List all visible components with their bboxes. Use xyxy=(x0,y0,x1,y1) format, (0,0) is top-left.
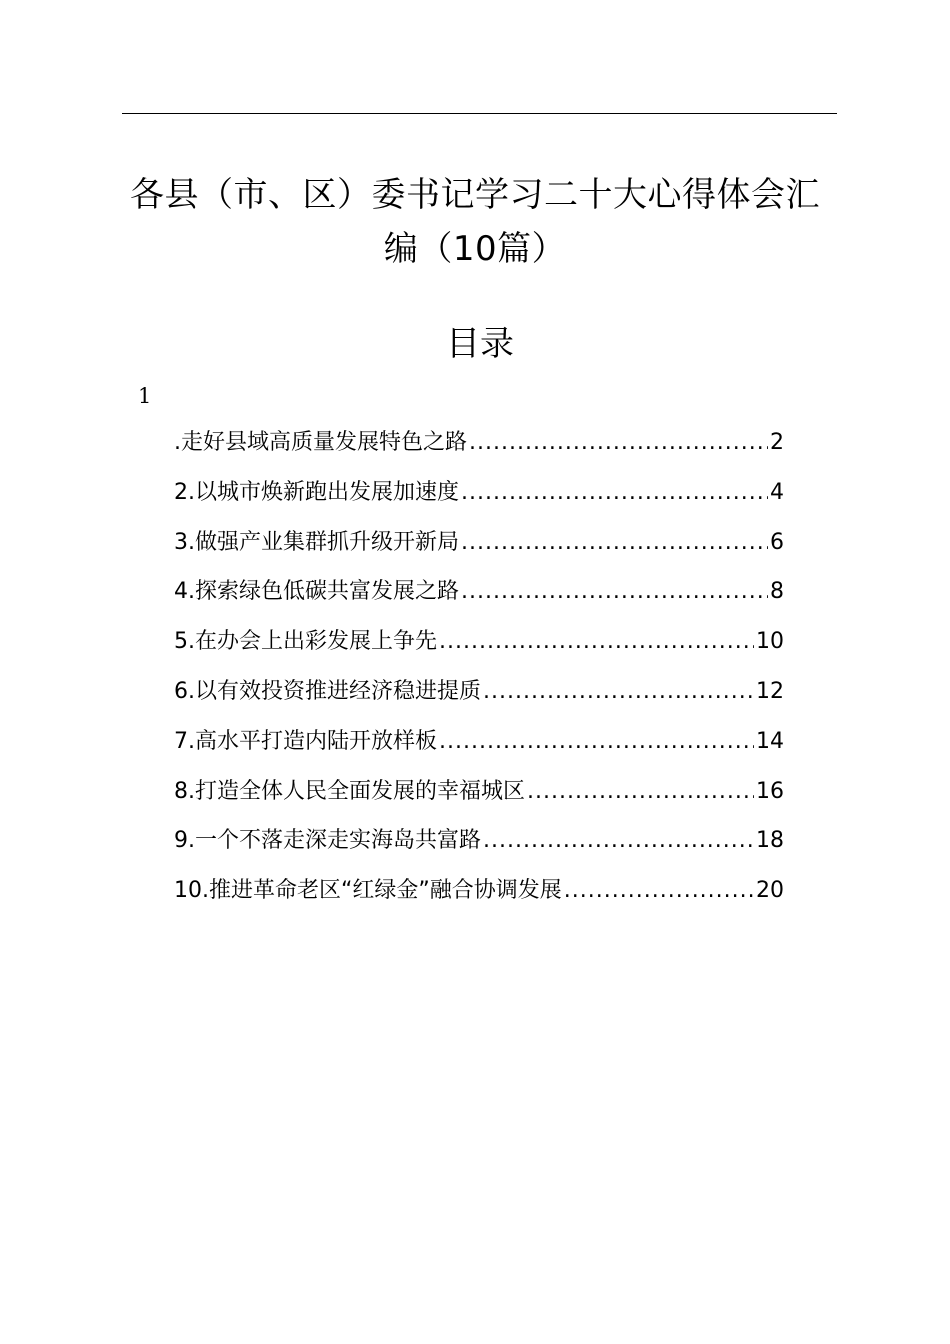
toc-entry-title: 5.在办会上出彩发展上争先 xyxy=(174,629,437,655)
toc-page-number: 6 xyxy=(770,529,784,555)
toc-entry-title: 3.做强产业集群抓升级开新局 xyxy=(174,529,459,555)
toc-dot-leader xyxy=(564,872,754,910)
toc-entry-6[interactable] xyxy=(174,673,784,723)
toc-dot-leader xyxy=(469,424,768,462)
toc-page-number: 18 xyxy=(756,828,784,854)
toc-dot-leader xyxy=(527,773,754,811)
toc-page-number: 12 xyxy=(756,678,784,704)
toc-entry-title: .走好县域高质量发展特色之路 xyxy=(174,430,467,455)
table-of-contents xyxy=(174,424,784,922)
title-line-2: 编（10篇） xyxy=(383,229,567,269)
document-title xyxy=(110,168,840,276)
toc-page-number: 10 xyxy=(756,629,784,655)
toc-entry-title: 8.打造全体人民全面发展的幸福城区 xyxy=(174,778,525,804)
toc-entry-4[interactable] xyxy=(174,573,784,623)
toc-dot-leader xyxy=(461,573,768,611)
toc-entry-title: 4.探索绿色低碳共富发展之路 xyxy=(174,579,459,605)
toc-entry-8[interactable] xyxy=(174,773,784,823)
toc-entry-title: 6.以有效投资推进经济稳进提质 xyxy=(174,678,481,704)
toc-entry-2[interactable] xyxy=(174,474,784,524)
toc-entry-title: 10.推进革命老区“红绿金”融合协调发展 xyxy=(174,878,562,904)
toc-dot-leader xyxy=(439,623,754,661)
toc-page-number: 4 xyxy=(770,479,784,505)
toc-entry-7[interactable] xyxy=(174,723,784,773)
toc-entry-5[interactable] xyxy=(174,623,784,673)
toc-dot-leader xyxy=(461,524,768,562)
title-line-1: 各县（市、区）委书记学习二十大心得体会汇 xyxy=(130,175,820,215)
toc-dot-leader xyxy=(439,723,754,761)
toc-page-number: 8 xyxy=(770,579,784,605)
toc-dot-leader xyxy=(461,474,768,512)
toc-entry-10[interactable] xyxy=(174,872,784,922)
toc-dot-leader xyxy=(483,822,754,860)
toc-entry-title: 9.一个不落走深走实海岛共富路 xyxy=(174,828,481,854)
toc-page-number: 16 xyxy=(756,778,784,804)
toc-page-number: 20 xyxy=(756,878,784,904)
toc-entry-3[interactable] xyxy=(174,524,784,574)
toc-entry-1[interactable] xyxy=(174,424,784,474)
toc-entry-title: 2.以城市焕新跑出发展加速度 xyxy=(174,479,459,505)
toc-heading: 目录 xyxy=(446,324,514,364)
toc-entry-9[interactable] xyxy=(174,822,784,872)
toc-entry-title: 7.高水平打造内陆开放样板 xyxy=(174,728,437,754)
toc-page-number: 2 xyxy=(770,430,784,455)
toc-dot-leader xyxy=(483,673,754,711)
toc-page-number: 14 xyxy=(756,728,784,754)
section-number: 1 xyxy=(138,384,152,408)
header-rule xyxy=(122,113,837,114)
